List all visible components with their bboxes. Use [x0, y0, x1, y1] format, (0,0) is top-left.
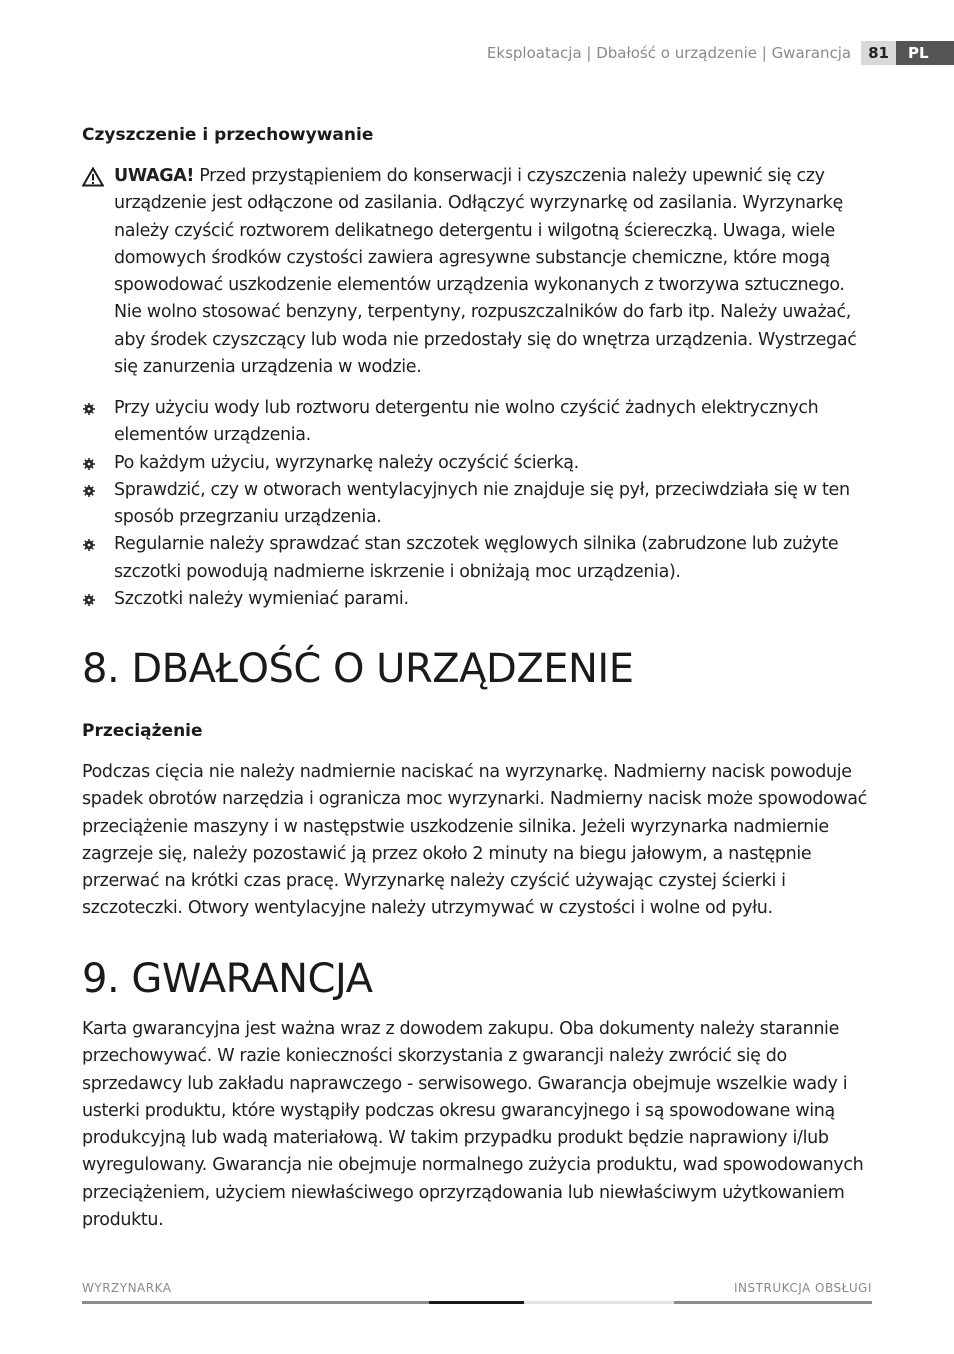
- bullet-text: Regularnie należy sprawdzać stan szczotek węglowych silnika (zabrudzone lub zużyte szczotki powodują nadmierne iskrzenie i obniżają moc urządzenia).: [114, 534, 839, 582]
- gear-bullet-icon: [83, 403, 95, 415]
- footer-bar-center: [429, 1301, 524, 1304]
- bullet-text: Po każdym użyciu, wyrzynarkę należy oczyścić ścierką.: [114, 452, 579, 473]
- care-paragraph: Podczas cięcia nie należy nadmiernie naciskać na wyrzynarkę. Nadmierny nacisk powoduje spadek obrotów narzędzia i ogranicza moc wyrzynarki. Nadmierny nacisk może spowodować przeciążenie maszyny i w następstwie uszkodzenie silnika. Jeżeli wyrzynarka nadmiernie zagrzeje się, należy pozostawić ją przez około 2 minuty na biegu jałowym, a następnie przerwać na krótki czas pracę. Wyrzynarkę należy czyścić używając czystej ścierki i szczoteczki. Otwory wentylacyjne należy utrzymywać w czystości i wolne od pyłu.: [82, 762, 867, 919]
- cleaning-heading: Czyszczenie i przechowywanie: [82, 125, 374, 145]
- warning-triangle-icon: [82, 167, 104, 187]
- list-item: [82, 395, 872, 450]
- list-item: [82, 586, 872, 613]
- bullet-text: Sprawdzić, czy w otworach wentylacyjnych nie znajduje się pył, przeciwdziała się w ten sposób przegrzaniu urządzenia.: [114, 479, 850, 528]
- warning-text: [114, 163, 872, 381]
- page-header: [487, 41, 954, 65]
- breadcrumb: Eksploatacja | Dbałość o urządzenie | Gwarancja: [486, 44, 852, 62]
- footer-manual-label: INSTRUKCJA OBSŁUGI: [734, 1281, 872, 1295]
- section-title-warranty: 9. GWARANCJA: [82, 956, 373, 1002]
- footer-product-name: WYRZYNARKA: [82, 1281, 172, 1295]
- gear-bullet-icon: [83, 485, 95, 497]
- list-item: [82, 450, 872, 477]
- list-item: [82, 531, 872, 586]
- warning-body: Przed przystąpieniem do konserwacji i czyszczenia należy upewnić się czy urządzenie jest odłączone od zasilania. Odłączyć wyrzynarkę od zasilania. Wyrzynarkę należy czyścić roztworem delikatnego detergentu i wilgotną ściereczką. Uwaga, wiele domowych środków czystości zawiera agresywne substancje chemiczne, które mogą spowodować uszkodzenie elementów urządzenia wykonanych z tworzywa sztucznego. Nie wolno stosować benzyny, terpentyny, rozpuszczalników do farb itp. Należy uważać, aby środek czyszczący lub woda nie przedostały się do wnętrza urządzenia. Wystrzegać się zanurzenia urządzenia w wodzie.: [114, 166, 857, 378]
- footer-bar-right: [674, 1301, 872, 1304]
- warning-block: [82, 163, 872, 381]
- page-number: 81: [861, 41, 896, 65]
- bullet-text: Przy użyciu wody lub roztworu detergentu nie wolno czyścić żadnych elektrycznych elementów urządzenia.: [114, 398, 819, 446]
- gear-bullet-icon: [83, 458, 95, 470]
- section-title-care: 8. DBAŁOŚĆ O URZĄDZENIE: [82, 646, 634, 692]
- language-badge: PL: [896, 41, 954, 65]
- warning-label: UWAGA!: [114, 166, 195, 186]
- overload-heading: Przeciążenie: [82, 721, 203, 741]
- warranty-paragraph: Karta gwarancyjna jest ważna wraz z dowodem zakupu. Oba dokumenty należy starannie przechowywać. W razie konieczności skorzystania z gwarancji należy zwrócić się do sprzedawcy lub zakładu naprawczego - serwisowego. Gwarancja obejmuje wszelkie wady i usterki produktu, które wystąpiły podczas okresu gwarancyjnego i są spowodowane winą produkcyjną lub wadą materiałową. W takim przypadku produkt będzie naprawiony i/lub wyregulowany. Gwarancja nie obejmuje normalnego zużycia produktu, wad spowodowanych przeciążeniem, użyciem niewłaściwego oprzyrządowania lub niewłaściwym użytkowaniem produktu.: [82, 1019, 864, 1231]
- footer-bar-left: [82, 1301, 429, 1304]
- bullet-text: Szczotki należy wymieniać parami.: [114, 589, 409, 610]
- gear-bullet-icon: [83, 594, 95, 606]
- footer-bar-light: [524, 1301, 674, 1304]
- gear-bullet-icon: [83, 539, 95, 551]
- list-item: [82, 477, 872, 532]
- cleaning-bullet-list: [82, 395, 872, 613]
